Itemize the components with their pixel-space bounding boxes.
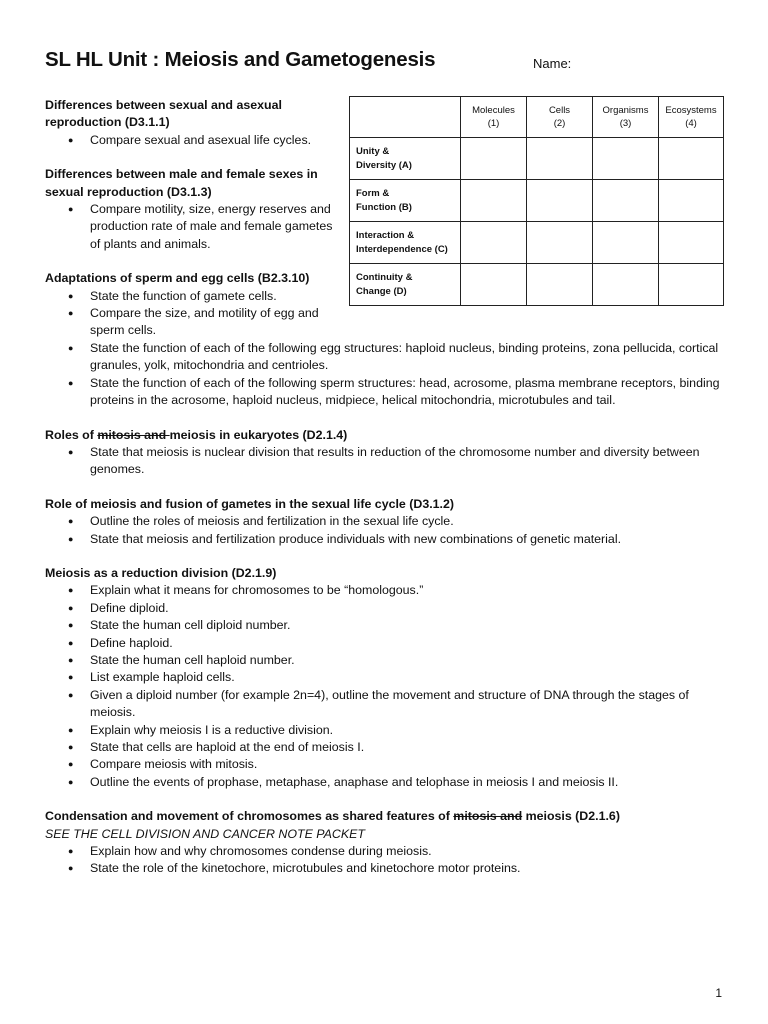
list-item: ● State the function of each of the following sperm structures: head, acrosome, plasma membrane receptors, binding proteins in the acrosome, haploid nucleus, midpiece, helical mitochondria, microtubules and tail. (45, 375, 735, 410)
list-item: ● State that cells are haploid at the end of meiosis I. (45, 739, 735, 756)
objective-list (45, 513, 735, 548)
objective-list (45, 444, 735, 479)
objectives-content (45, 97, 735, 895)
grid-row-form-function: Form & Function (B) (350, 180, 461, 222)
grid-row-unity-diversity: Unity & Diversity (A) (350, 138, 461, 180)
name-label: Name: (533, 56, 572, 71)
section-male-female (45, 166, 735, 253)
struck-text: mitosis and (97, 427, 170, 442)
objective-list (45, 582, 735, 791)
section-heading: Meiosis as a reduction division (D2.1.9) (45, 565, 277, 580)
objective-list (45, 288, 735, 410)
list-item: ● State the function of each of the following egg structures: haploid nucleus, binding proteins, zona pellucida, cortical granules, yolk, mitochondria and centrioles. (45, 340, 735, 375)
list-item: ● Explain what it means for chromosomes to be “homologous.” (45, 582, 735, 599)
grid-col-ecosystems: Ecosystems (4) (659, 97, 724, 138)
list-item: ● State the function of gamete cells. (45, 288, 735, 305)
list-item: ● State the human cell haploid number. (45, 652, 735, 669)
list-item: ● State the human cell diploid number. (45, 617, 735, 634)
list-item: ● Explain why meiosis I is a reductive division. (45, 722, 735, 739)
page-number: 1 (715, 986, 722, 1000)
section-heading: Condensation and movement of chromosomes as shared features of mitosis and meiosis (D2.1.6) (45, 809, 620, 824)
list-item: ● Given a diploid number (for example 2n=4), outline the movement and structure of DNA through the stages of meiosis. (45, 687, 735, 722)
section-condensation (45, 808, 735, 878)
page-title: SL HL Unit : Meiosis and Gametogenesis (45, 48, 436, 71)
section-heading: Adaptations of sperm and egg cells (B2.3.10) (45, 271, 310, 286)
list-item: ● State the role of the kinetochore, microtubules and kinetochore motor proteins. (45, 860, 735, 877)
objective-list (45, 132, 735, 149)
objective-list (45, 843, 735, 878)
section-roles-meiosis (45, 427, 735, 479)
list-item: ● State that meiosis is nuclear division that results in reduction of the chromosome number and diversity between genomes. (45, 444, 735, 479)
list-item: ● Outline the roles of meiosis and fertilization in the sexual life cycle. (45, 513, 735, 530)
section-sperm-egg (45, 270, 735, 409)
section-heading: Roles of mitosis and meiosis in eukaryotes (D2.1.4) (45, 427, 348, 442)
section-fusion-gametes (45, 496, 735, 548)
section-note: SEE THE CELL DIVISION AND CANCER NOTE PACKET (45, 826, 365, 841)
section-heading: Differences between sexual and asexual reproduction (D3.1.1) (45, 98, 282, 130)
grid-row-interaction-interdependence: Interaction & Interdependence (C) (350, 222, 461, 264)
section-heading: Role of meiosis and fusion of gametes in the sexual life cycle (D3.1.2) (45, 496, 455, 511)
objective-list (45, 201, 735, 253)
grid-col-organisms: Organisms (3) (593, 97, 659, 138)
list-item: ● Define haploid. (45, 635, 735, 652)
list-item: ● List example haploid cells. (45, 669, 735, 686)
section-reduction-division (45, 565, 735, 791)
list-item: ● Define diploid. (45, 600, 735, 617)
grid-col-cells: Cells (2) (527, 97, 593, 138)
list-item: ● Compare the size, and motility of egg and sperm cells. (45, 305, 340, 340)
grid-col-molecules: Molecules (1) (461, 97, 527, 138)
section-sexual-asexual (45, 97, 735, 149)
list-item: ● Explain how and why chromosomes condense during meiosis. (45, 843, 735, 860)
list-item: ● Compare sexual and asexual life cycles. (45, 132, 340, 149)
grid-row-continuity-change: Continuity & Change (D) (350, 264, 461, 306)
list-item: ● Compare meiosis with mitosis. (45, 756, 735, 773)
list-item: ● State that meiosis and fertilization produce individuals with new combinations of genetic material. (45, 531, 735, 548)
list-item: ● Compare motility, size, energy reserves and production rate of male and female gametes of plants and animals. (45, 201, 340, 253)
section-heading: Differences between male and female sexes in sexual reproduction (D3.1.3) (45, 167, 318, 199)
list-item: ● Outline the events of prophase, metaphase, anaphase and telophase in meiosis I and meiosis II. (45, 774, 735, 791)
struck-text: mitosis and (453, 809, 523, 824)
